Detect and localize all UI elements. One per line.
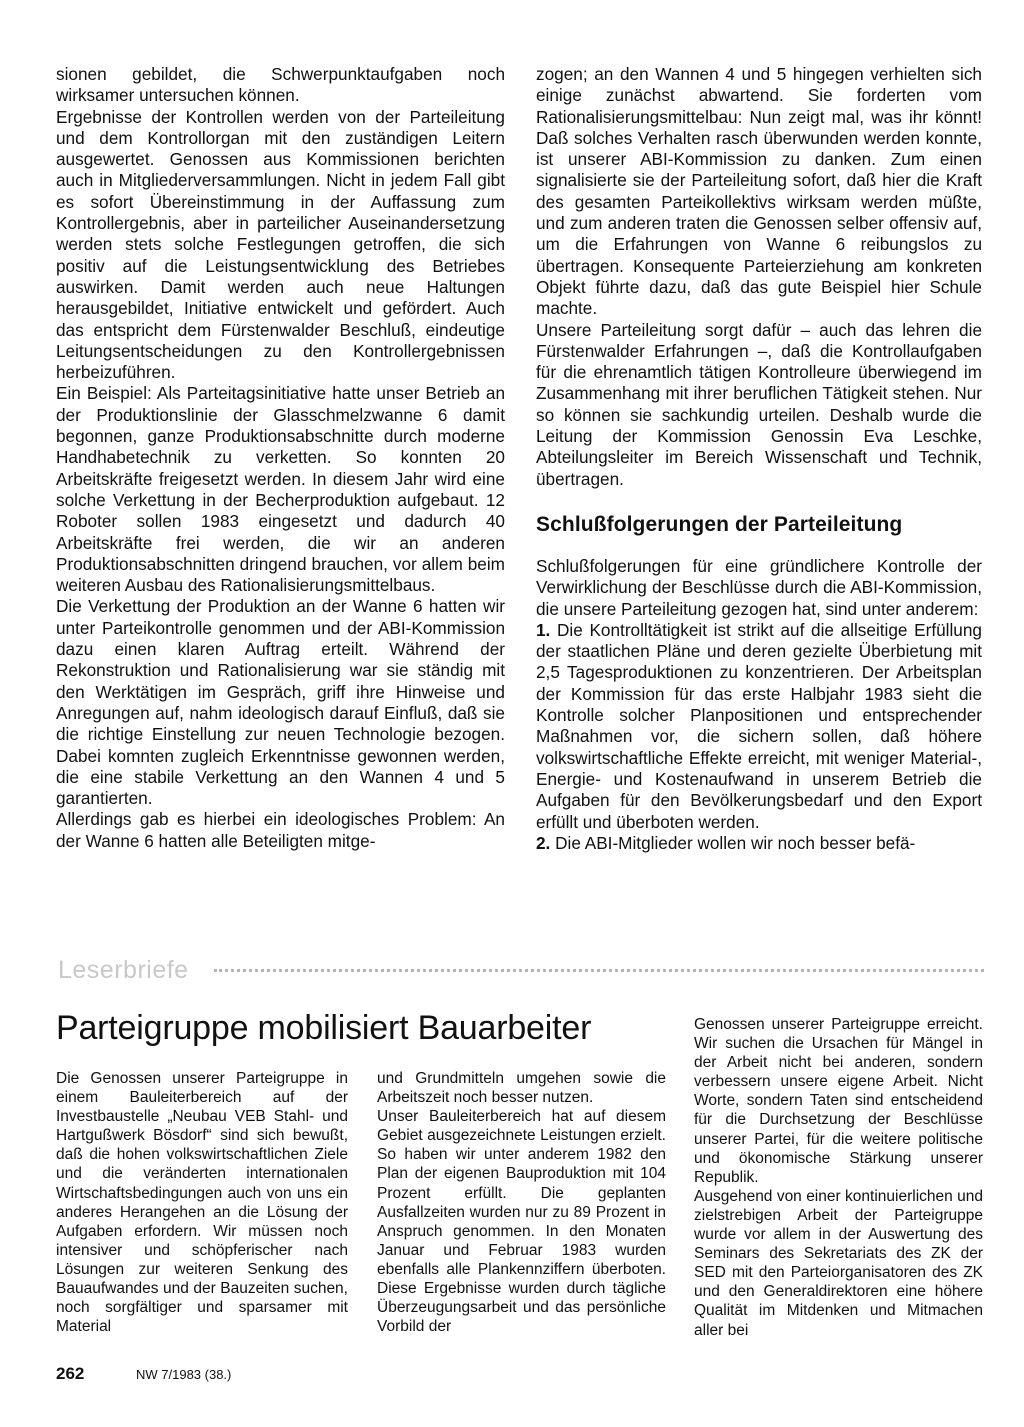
article-right-column: [536, 64, 982, 854]
numbered-item-2: [536, 833, 982, 854]
numbered-item-1: [536, 620, 982, 833]
rubric-bar: [56, 956, 984, 986]
paragraph: Unser Bauleiterbereich hat auf diesem Gebiet ausgezeichnete Leistungen erzielt. So haben wir unter anderem 1982 den Plan der eigenen Bauproduktion mit 104 Prozent erfüllt. Die geplanten Ausfallzeiten wurden nur zu 89 Prozent in Anspruch genommen. In den Monaten Januar und Februar 1983 wurden ebenfalls alle Plankennziffern überboten. Diese Ergebnisse wurden durch tägliche Überzeugungsarbeit und das persönliche Vorbild der: [377, 1108, 666, 1336]
letter-column-3: [694, 1015, 983, 1340]
issue-reference: NW 7/1983 (38.): [136, 1367, 232, 1382]
paragraph: Schlußfolgerungen für eine gründlichere Kontrolle der Verwirklichung der Beschlüsse durch die ABI-Kommission, die unsere Parteileitung gezogen hat, sind unter anderem:: [536, 555, 982, 619]
paragraph: Unsere Parteileitung sorgt dafür – auch das lehren die Fürstenwalder Erfahrungen –, daß die Kontrollaufgaben für die ehrenamtlich tätigen Kontrolleure überwiegend im Zusammenhang mit ihrer beruflichen Tätigkeit stehen. Nur so können sie sachkundig urteilen. Deshalb wurde die Leitung der Kommission Genossin Eva Leschke, Abteilungsleiter im Bereich Wissenschaft und Technik, übertragen.: [536, 319, 982, 489]
page-footer: [56, 1364, 456, 1388]
rubric-dotted-rule: [214, 969, 984, 975]
paragraph: und Grundmitteln umgehen sowie die Arbeitszeit noch besser nutzen.: [377, 1070, 666, 1107]
paragraph: Ein Beispiel: Als Parteitagsinitiative hatte unser Betrieb an der Produktionslinie der Glasschmelzwanne 6 damit begonnen, ganze Produktionsabschnitte durch moderne Handhabetechnik zu verketten. So konnten 20 Arbeitskräfte freigesetzt werden. In diesem Jahr wird eine solche Verkettung in der Becherproduktion aufgebaut. 12 Roboter sollen 1983 eingesetzt und dadurch 40 Arbeitskräfte frei werden, die wir an anderen Produktionsabschnitten dringend brauchen, vor allem beim weiteren Ausbau des Rationalisierungsmittelbaus.: [56, 383, 505, 596]
paragraph: Allerdings gab es hierbei ein ideologisches Problem: An der Wanne 6 hatten alle Beteiligten mitge-: [56, 809, 505, 851]
item-number: 1.: [536, 619, 551, 640]
item-number: 2.: [536, 832, 551, 853]
rubric-label: Leserbriefe: [58, 956, 189, 984]
letter-column-1: [56, 1069, 348, 1336]
paragraph: Die Genossen unserer Parteigruppe in einem Bauleiterbereich auf der Investbaustelle „Neubau VEB Stahl- und Hartgußwerk Bösdorf“ sind sich bewußt, daß die hohen volkswirtschaftlichen Ziele und die veränderten internationalen Wirtschaftsbedingungen auch von uns ein anderes Herangehen an die Lösung der Aufgaben erfordern. Wir müssen noch intensiver und schöpferischer nach Lösungen zur weiteren Senkung des Bauaufwandes und der Bauzeiten suchen, noch sorgfältiger und sparsamer mit Material: [56, 1070, 348, 1336]
paragraph: zogen; an den Wannen 4 und 5 hingegen verhielten sich einige zunächst abwartend. Sie forderten vom Rationalisierungsmittelbau: Nun zeigt mal, was ihr könnt! Daß solches Verhalten rasch überwunden werden konnte, ist unserer ABI-Kommission zu danken. Zum einen signalisierte sie der Parteileitung sofort, daß hier die Kraft des gesamten Parteikollektivs wirksam werden müßte, und zum anderen traten die Genossen selber offensiv auf, um die Erfahrungen von Wanne 6 reibungslos zu übertragen. Konsequente Parteierziehung am konkreten Objekt führte dazu, daß das gute Beispiel hier Schule machte.: [536, 64, 982, 319]
letter-headline: Parteigruppe mobilisiert Bauarbeiter: [56, 1009, 592, 1047]
item-text: Die ABI-Mitglieder wollen wir noch besser befä-: [555, 832, 916, 853]
paragraph: Genossen unserer Parteigruppe erreicht. Wir suchen die Ursachen für Mängel in der Arbeit nicht bei anderen, sondern verbessern unsere eigene Arbeit. Nicht Worte, sondern Taten sind entscheidend für die Durchsetzung der Beschlüsse unserer Partei, für die weitere politische und ökonomische Stärkung unserer Republik.: [694, 1016, 983, 1186]
article-left-column: [56, 64, 505, 852]
paragraph: sionen gebildet, die Schwerpunktaufgaben noch wirksamer untersuchen können.: [56, 64, 505, 106]
paragraph: Ergebnisse der Kontrollen werden von der Parteileitung und dem Kontrollorgan mit den zuständigen Leitern ausgewertet. Genossen aus Kommissionen berichten auch in Mitgliederversammlungen. Nicht in jedem Fall gibt es sofort Übereinstimmung in der Auffassung zum Kontrollergebnis, aber in parteilicher Auseinandersetzung werden stets solche Festlegungen getroffen, die sich positiv auf die Leistungsentwicklung des Betriebes auswirken. Damit werden auch neue Haltungen herausgebildet, Initiative entwickelt und gefördert. Auch das entspricht dem Fürstenwalder Beschluß, eindeutige Leitungsentscheidungen zu den Kontrollergebnissen herbeizuführen.: [56, 106, 505, 383]
paragraph: Die Verkettung der Produktion an der Wanne 6 hatten wir unter Parteikontrolle genommen und der ABI-Kommission dazu einen klaren Auftrag erteilt. Während der Rekonstruktion und Rationalisierung war sie ständig mit den Werktätigen im Gespräch, griff ihre Hinweise und Anregungen auf, nahm ideologisch darauf Einfluß, daß sie die richtige Einstellung zur neuen Technologie bezogen. Dabei komnten zugleich Erkenntnisse gewonnen werden, die eine stabile Verkettung an den Wannen 4 und 5 garantierten.: [56, 596, 505, 809]
paragraph: Ausgehend von einer kontinuierlichen und zielstrebigen Arbeit der Parteigruppe wurde vor allem in der Auswertung des Seminars des Sekretariats des ZK der SED mit den Parteiorganisatoren des ZK und den Generaldirektoren eine höhere Qualität im Mitdenken und Mitmachen aller bei: [694, 1187, 983, 1339]
page-number: 262: [56, 1364, 85, 1383]
item-text: Die Kontrolltätigkeit ist strikt auf die allseitige Erfüllung der staatlichen Pläne und deren gezielte Überbietung mit 2,5 Tagesproduktionen zu konzentrieren. Der Arbeitsplan der Kommission für das erste Halbjahr 1983 sieht die Kontrolle solcher Planpositionen und entsprechender Maßnahmen vor, die sichern sollen, daß höhere volkswirtschaftliche Effekte erreicht, mit weniger Material-, Energie- und Kostenaufwand in unserem Betrieb die Aufgaben für den Bevölkerungsbedarf und den Export erfüllt und überboten werden.: [536, 619, 982, 832]
section-heading: Schlußfolgerungen der Parteileitung: [536, 512, 903, 536]
letter-column-2: [377, 1069, 666, 1336]
